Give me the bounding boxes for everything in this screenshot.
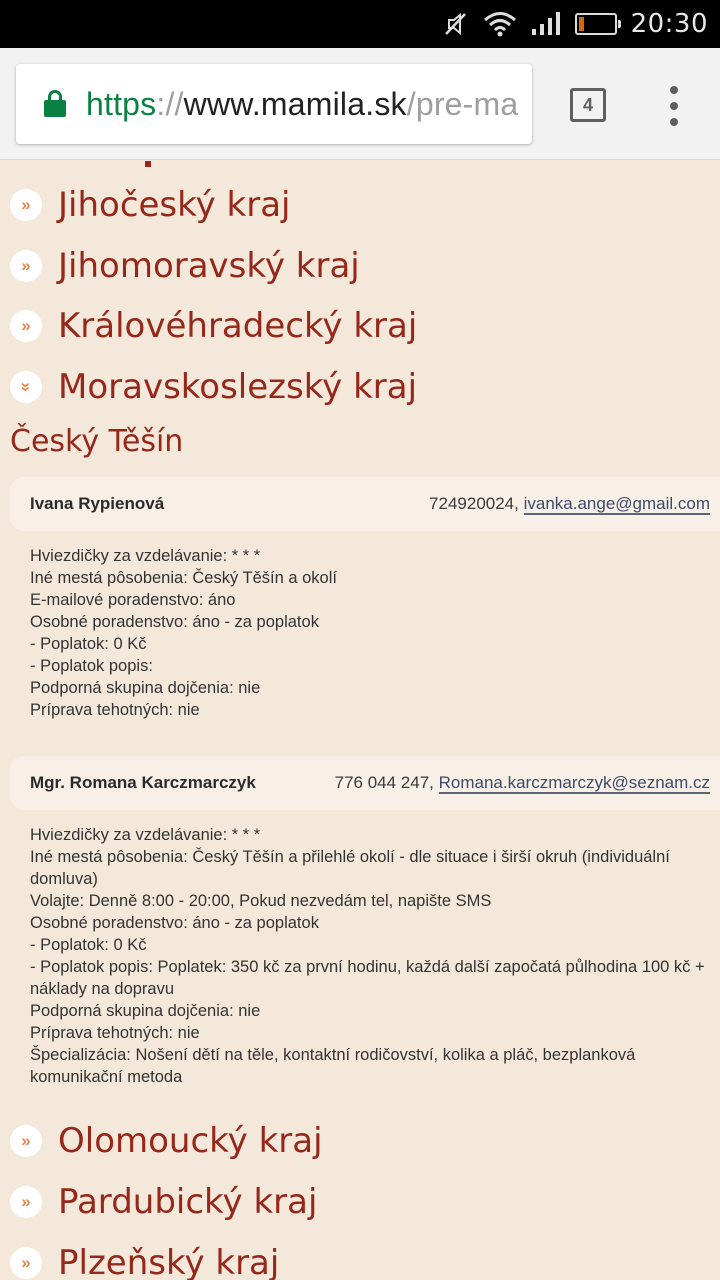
mute-icon bbox=[443, 11, 469, 37]
city-heading: Český Těšín bbox=[10, 424, 184, 459]
detail-line: Osobné poradenstvo: áno - za poplatok bbox=[30, 613, 319, 631]
clipped-heading-fragment bbox=[145, 161, 151, 167]
detail-line: - Poplatok popis: Poplatek: 350 kč za první hodinu, každá další započatá půlhodina 100 kč + náklady na dopravu bbox=[30, 958, 705, 998]
region-label[interactable]: Jihomoravský kraj bbox=[58, 246, 360, 286]
url-text[interactable] bbox=[86, 86, 518, 123]
consultant-details bbox=[30, 545, 710, 721]
double-chevron-right-icon: » bbox=[10, 250, 42, 282]
battery-level bbox=[579, 17, 584, 31]
battery-icon bbox=[575, 13, 617, 35]
detail-line: - Poplatok: 0 Kč bbox=[30, 936, 147, 954]
region-label[interactable]: Jihočeský kraj bbox=[58, 185, 291, 225]
region-jihocesky[interactable] bbox=[10, 175, 291, 235]
signal-icon bbox=[531, 11, 561, 37]
url-separator: :// bbox=[156, 85, 184, 122]
region-olomoucky[interactable] bbox=[10, 1111, 323, 1171]
status-time: 20:30 bbox=[630, 9, 708, 39]
consultant-email-link[interactable]: ivanka.ange@gmail.com bbox=[523, 494, 710, 513]
menu-dot-icon bbox=[670, 118, 678, 126]
consultant-name: Ivana Rypienová bbox=[30, 494, 165, 513]
detail-line: Volajte: Denně 8:00 - 20:00, Pokud nezvedám tel, napište SMS bbox=[30, 892, 492, 910]
consultant-header bbox=[10, 477, 720, 531]
region-label[interactable]: Olomoucký kraj bbox=[58, 1121, 323, 1161]
double-chevron-right-icon: » bbox=[10, 310, 42, 342]
detail-line: Osobné poradenstvo: áno - za poplatok bbox=[30, 914, 319, 932]
detail-line: Podporná skupina dojčenia: nie bbox=[30, 679, 261, 697]
consultant-phone: 724920024, bbox=[429, 494, 524, 513]
detail-line: Podporná skupina dojčenia: nie bbox=[30, 1002, 261, 1020]
tab-switcher-button[interactable]: 4 bbox=[570, 88, 606, 122]
double-chevron-down-icon: » bbox=[10, 371, 42, 403]
region-label[interactable]: Pardubický kraj bbox=[58, 1182, 318, 1222]
page-content bbox=[0, 161, 720, 1280]
status-icons bbox=[443, 0, 708, 48]
region-moravskoslezsky[interactable] bbox=[10, 357, 417, 417]
consultant-email-link[interactable]: Romana.karczmarczyk@seznam.cz bbox=[438, 773, 710, 792]
detail-line: Iné mestá pôsobenia: Český Těšín a okolí bbox=[30, 569, 337, 587]
region-label[interactable]: Královéhradecký kraj bbox=[58, 306, 418, 346]
consultant-details bbox=[30, 824, 710, 1088]
detail-line: - Poplatok popis: bbox=[30, 657, 153, 675]
overflow-menu-button[interactable] bbox=[664, 86, 684, 126]
detail-line: - Poplatok: 0 Kč bbox=[30, 635, 147, 653]
lock-icon[interactable] bbox=[44, 90, 66, 118]
menu-dot-icon bbox=[670, 86, 678, 94]
region-label[interactable]: Plzeňský kraj bbox=[58, 1243, 280, 1280]
detail-line: Hviezdičky za vzdelávanie: * * * bbox=[30, 547, 261, 565]
address-bar[interactable] bbox=[16, 64, 532, 144]
detail-line: Príprava tehotných: nie bbox=[30, 701, 200, 719]
detail-line: Špecializácia: Nošení dětí na těle, kontaktní rodičovství, kolika a pláč, bezplanková komunikační metoda bbox=[30, 1046, 636, 1086]
region-label[interactable]: Moravskoslezský kraj bbox=[58, 367, 418, 407]
double-chevron-right-icon: » bbox=[10, 1125, 42, 1157]
region-plzensky[interactable] bbox=[10, 1233, 279, 1280]
menu-dot-icon bbox=[670, 102, 678, 110]
detail-line: Príprava tehotných: nie bbox=[30, 1024, 200, 1042]
consultant-name: Mgr. Romana Karczmarczyk bbox=[30, 773, 256, 792]
double-chevron-right-icon: » bbox=[10, 189, 42, 221]
url-path: /pre-ma bbox=[406, 85, 519, 122]
browser-toolbar bbox=[0, 48, 720, 160]
region-pardubicky[interactable] bbox=[10, 1172, 317, 1232]
consultant-phone: 776 044 247, bbox=[334, 773, 439, 792]
double-chevron-right-icon: » bbox=[10, 1186, 42, 1218]
wifi-icon bbox=[483, 11, 517, 37]
double-chevron-right-icon: » bbox=[10, 1247, 42, 1279]
detail-line: E-mailové poradenstvo: áno bbox=[30, 591, 236, 609]
detail-line: Hviezdičky za vzdelávanie: * * * bbox=[30, 826, 261, 844]
url-scheme: https bbox=[86, 85, 157, 122]
region-kralovehradecky[interactable] bbox=[10, 296, 417, 356]
url-host: www.mamila.sk bbox=[183, 85, 407, 122]
consultant-header bbox=[10, 756, 720, 810]
detail-line: Iné mestá pôsobenia: Český Těšín a přilehlé okolí - dle situace i širší okruh (individuální domluva) bbox=[30, 848, 670, 888]
consultant-contact bbox=[429, 477, 710, 531]
region-jihomoravsky[interactable] bbox=[10, 236, 360, 296]
consultant-contact bbox=[335, 756, 710, 810]
status-bar bbox=[0, 0, 720, 48]
